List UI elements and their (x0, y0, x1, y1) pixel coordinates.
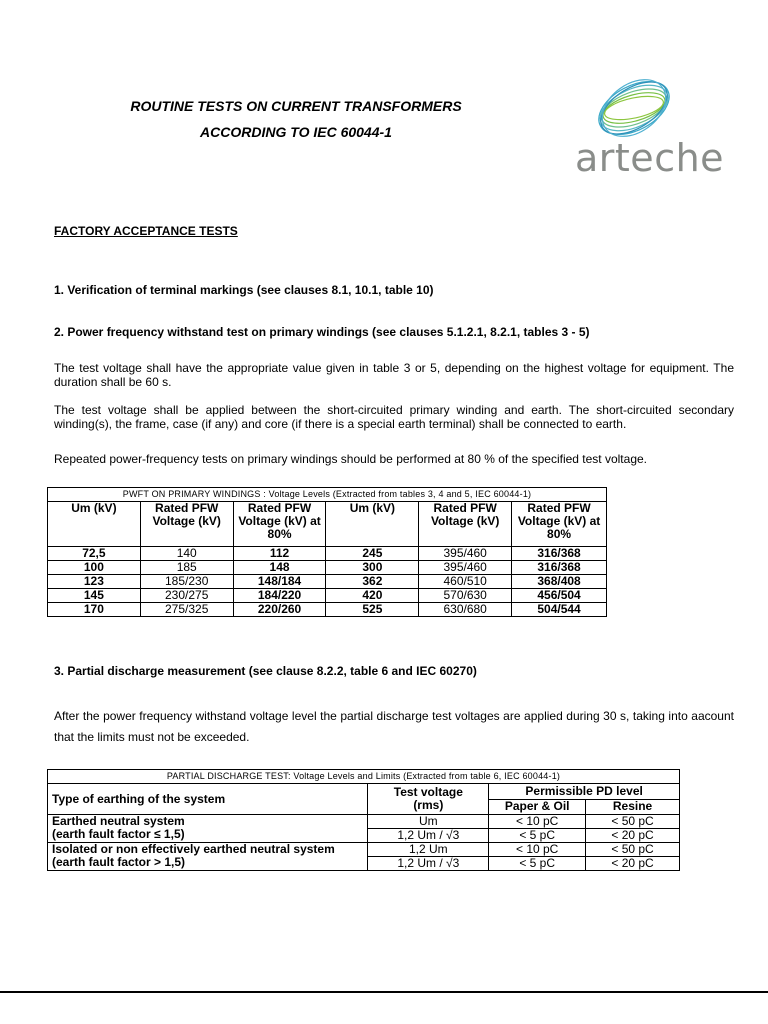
pd-cell: 1,2 Um (368, 843, 489, 857)
pfwt-cell: 245 (326, 547, 419, 561)
pd-header-resine: Resine (586, 799, 680, 815)
pfwt-cell: 170 (48, 603, 141, 617)
pfwt-cell: 420 (326, 589, 419, 603)
pd-cell: 1,2 Um / √3 (368, 829, 489, 843)
pfwt-cell: 140 (140, 547, 233, 561)
pd-header-test-voltage: Test voltage (rms) (368, 784, 489, 815)
table-row (48, 547, 607, 561)
pfwt-cell: 275/325 (140, 603, 233, 617)
pd-group-earthed (48, 815, 368, 843)
pfwt-table (47, 487, 607, 617)
pd-header-type: Type of earthing of the system (48, 784, 368, 815)
pd-cell: < 20 pC (586, 857, 680, 871)
pd-table (47, 769, 680, 871)
pd-cell: < 10 pC (489, 815, 586, 829)
paragraph-test-voltage: The test voltage shall have the appropriate value given in table 3 or 5, depending on the highest voltage for equipment. The duration shall be 60 s. (54, 361, 734, 389)
pfwt-cell: 112 (233, 547, 326, 561)
pd-group-factor: (earth fault factor ≤ 1,5) (52, 827, 185, 841)
logo-swirl-icon (572, 70, 722, 140)
table-row (48, 589, 607, 603)
pfwt-cell: 100 (48, 561, 141, 575)
pfwt-cell: 148/184 (233, 575, 326, 589)
pfwt-cell: 456/504 (512, 589, 607, 603)
pd-group-name: Earthed neutral system (52, 814, 185, 828)
pd-cell: Um (368, 815, 489, 829)
table-row (48, 843, 680, 857)
pfwt-cell: 220/260 (233, 603, 326, 617)
paragraph-repeated-tests: Repeated power-frequency tests on primary windings should be performed at 80 % of the specified test voltage. (54, 452, 647, 466)
pfwt-cell: 362 (326, 575, 419, 589)
pfwt-header-um: Um (kV) (326, 502, 419, 547)
item-1-heading: 1. Verification of terminal markings (see clauses 8.1, 10.1, table 10) (54, 283, 434, 297)
pfwt-cell: 185 (140, 561, 233, 575)
document-title-line2: ACCORDING TO IEC 60044-1 (200, 124, 392, 140)
pfwt-cell: 368/408 (512, 575, 607, 589)
pd-header-permissible: Permissible PD level (489, 784, 680, 800)
document-title-line1: ROUTINE TESTS ON CURRENT TRANSFORMERS (130, 98, 462, 114)
pfwt-header-rated: Rated PFW Voltage (kV) (140, 502, 233, 547)
pd-cell: < 50 pC (586, 815, 680, 829)
pd-table-caption: PARTIAL DISCHARGE TEST: Voltage Levels and Limits (Extracted from table 6, IEC 60044-1) (48, 770, 680, 784)
pfwt-header-rated-80: Rated PFW Voltage (kV) at 80% (512, 502, 607, 547)
pd-cell: < 20 pC (586, 829, 680, 843)
item-3-heading: 3. Partial discharge measurement (see clause 8.2.2, table 6 and IEC 60270) (54, 664, 477, 678)
pd-cell: 1,2 Um / √3 (368, 857, 489, 871)
pfwt-cell: 395/460 (419, 547, 512, 561)
pfwt-cell: 300 (326, 561, 419, 575)
pd-cell: < 5 pC (489, 857, 586, 871)
table-row (48, 575, 607, 589)
pfwt-cell: 72,5 (48, 547, 141, 561)
pfwt-cell: 630/680 (419, 603, 512, 617)
pfwt-cell: 395/460 (419, 561, 512, 575)
logo-wordmark: arteche (575, 136, 725, 180)
pfwt-cell: 570/630 (419, 589, 512, 603)
paragraph-application: The test voltage shall be applied between the short-circuited primary winding and earth. The short-circuited secondary winding(s), the frame, case (if any) and core (if there is a special earth terminal) shall be connected to earth. (54, 403, 734, 431)
pd-cell: < 5 pC (489, 829, 586, 843)
pfwt-cell: 145 (48, 589, 141, 603)
pd-group-isolated (48, 843, 368, 871)
table-row (48, 815, 680, 829)
pfwt-cell: 185/230 (140, 575, 233, 589)
pfwt-header-rated: Rated PFW Voltage (kV) (419, 502, 512, 547)
page-bottom-divider (0, 991, 768, 993)
paragraph-partial-discharge: After the power frequency withstand voltage level the partial discharge test voltages are applied during 30 s, taking into aacount that the limits must not be exceeded. (54, 709, 734, 744)
section-heading: FACTORY ACCEPTANCE TESTS (54, 224, 238, 238)
table-row (48, 561, 607, 575)
table-row (48, 603, 607, 617)
pd-cell: < 50 pC (586, 843, 680, 857)
pfwt-cell: 525 (326, 603, 419, 617)
pfwt-cell: 123 (48, 575, 141, 589)
pd-group-factor: (earth fault factor > 1,5) (52, 855, 186, 869)
item-2-heading: 2. Power frequency withstand test on primary windings (see clauses 5.1.2.1, 8.2.1, tables 3 - 5) (54, 325, 590, 339)
pd-header-paper-oil: Paper & Oil (489, 799, 586, 815)
pfwt-cell: 316/368 (512, 547, 607, 561)
pfwt-cell: 460/510 (419, 575, 512, 589)
pd-group-name: Isolated or non effectively earthed neutral system (52, 842, 335, 856)
pfwt-header-um: Um (kV) (48, 502, 141, 547)
pfwt-cell: 184/220 (233, 589, 326, 603)
pfwt-cell: 316/368 (512, 561, 607, 575)
pfwt-table-caption: PWFT ON PRIMARY WINDINGS : Voltage Levels (Extracted from tables 3, 4 and 5, IEC 60044-1) (48, 488, 607, 502)
pfwt-cell: 230/275 (140, 589, 233, 603)
pfwt-cell: 148 (233, 561, 326, 575)
pd-cell: < 10 pC (489, 843, 586, 857)
pfwt-cell: 504/544 (512, 603, 607, 617)
pfwt-header-rated-80: Rated PFW Voltage (kV) at 80% (233, 502, 326, 547)
